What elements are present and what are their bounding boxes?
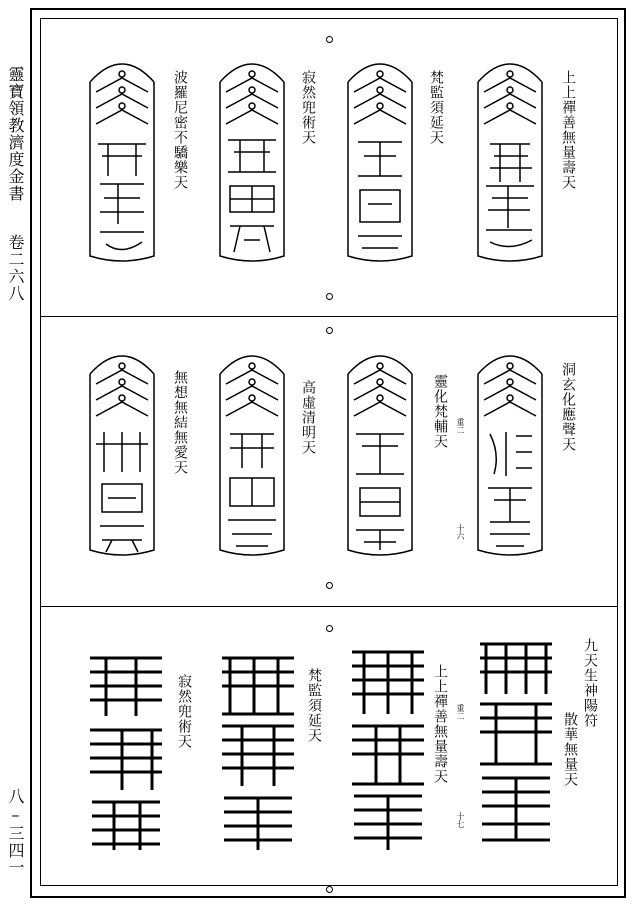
binding-hole (326, 327, 333, 334)
talisman-drawing (340, 344, 420, 564)
panel-mark: 十六 (456, 524, 465, 540)
talisman-drawing (82, 52, 162, 266)
talisman-caption: 無想無結無愛天 (172, 370, 188, 475)
panel-mark: 重二 (456, 704, 465, 720)
panel-mark: 重二 (456, 418, 465, 434)
talisman-caption: 洞玄化應聲天 (560, 362, 576, 452)
talisman-caption: 靈化梵輔天 (432, 374, 448, 449)
talisman-caption: 上上禪善無量壽天 (432, 664, 448, 784)
binding-hole (326, 886, 333, 893)
volume-number: 卷二六八 (6, 234, 25, 302)
talisman-caption: 波羅尼密不驕樂天 (172, 70, 188, 190)
talisman-drawing (212, 344, 292, 564)
talisman-drawing (340, 52, 420, 266)
talisman-caption: 散華無量天 (562, 712, 578, 787)
talisman-caption: 梵監須延天 (428, 70, 444, 145)
seal-script-talisman (218, 650, 298, 854)
talisman-drawing (82, 344, 162, 564)
talisman-caption: 高虛清明天 (300, 380, 316, 455)
talisman-caption: 梵監須延天 (306, 668, 322, 743)
page-number: 八–三四一 (6, 788, 25, 876)
talisman-caption: 寂然兜術天 (300, 70, 316, 145)
talisman-caption: 上上禪善無量壽天 (560, 70, 576, 190)
panel-divider-2 (40, 606, 618, 607)
seal-script-talisman (86, 650, 166, 856)
talisman-drawing (470, 52, 550, 266)
talisman-drawing (470, 344, 550, 564)
binding-hole (326, 36, 333, 43)
book-title: 靈寶領教濟度金書 (6, 66, 25, 202)
talisman-caption: 九天生神陽符 (582, 638, 598, 728)
binding-hole (326, 293, 333, 300)
talisman-drawing (212, 52, 292, 266)
seal-script-talisman (348, 644, 428, 856)
talisman-caption: 寂然兜術天 (176, 674, 192, 749)
panel-divider-1 (40, 316, 618, 317)
seal-script-talisman (476, 634, 556, 848)
binding-hole (326, 625, 333, 632)
binding-hole (326, 582, 333, 589)
panel-mark: 十七 (456, 812, 465, 828)
